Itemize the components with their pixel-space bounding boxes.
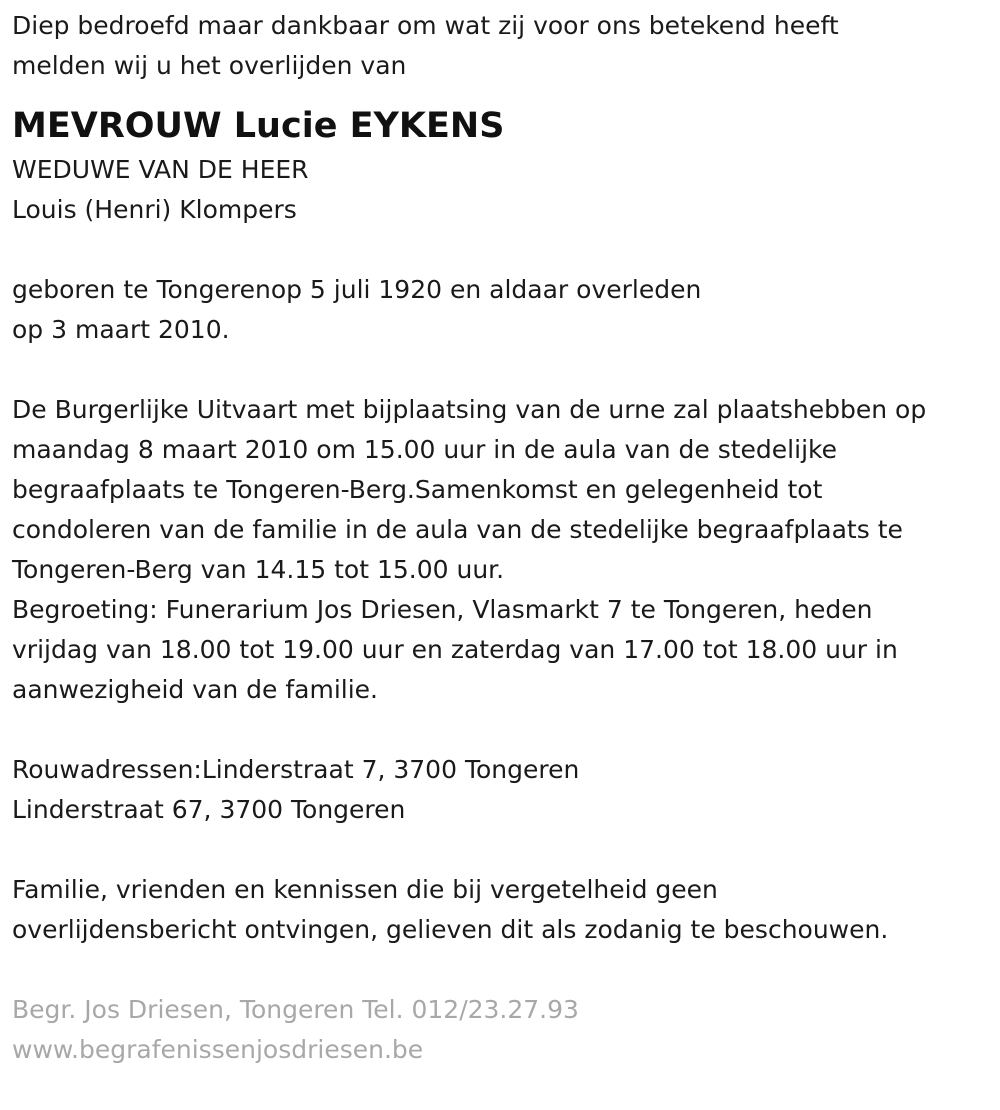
undertaker-info: Begr. Jos Driesen, Tongeren Tel. 012/23.27.93: [12, 995, 579, 1024]
spouse-line: Louis (Henri) Klompers: [12, 195, 297, 224]
footer-section: [12, 990, 988, 1070]
intro-line: Diep bedroefd maar dankbaar om wat zij voor ons betekend heeft: [12, 11, 839, 40]
website-link[interactable]: www.begrafenissenjosdriesen.be: [12, 1035, 424, 1064]
intro-section: [12, 6, 988, 86]
birth-death-section: [12, 270, 988, 350]
ceremony-line: De Burgerlijke Uitvaart met bijplaatsing van de urne zal plaatshebben op: [12, 395, 927, 424]
addresses-section: [12, 750, 988, 830]
notice-line: overlijdensbericht ontvingen, gelieven dit als zodanig te beschouwen.: [12, 915, 889, 944]
spacer: [12, 950, 988, 990]
spacer: [12, 710, 988, 750]
spacer: [12, 230, 988, 270]
ceremony-line: aanwezigheid van de familie.: [12, 675, 378, 704]
birth-death-line: geboren te Tongerenop 5 juli 1920 en aldaar overleden: [12, 275, 702, 304]
ceremony-line: vrijdag van 18.00 tot 19.00 uur en zaterdag van 17.00 tot 18.00 uur in: [12, 635, 898, 664]
notice-line: Familie, vrienden en kennissen die bij vergetelheid geen: [12, 875, 718, 904]
intro-line: melden wij u het overlijden van: [12, 51, 407, 80]
address-line: Linderstraat 67, 3700 Tongeren: [12, 795, 406, 824]
notice-section: [12, 870, 988, 950]
deceased-name: MEVROUW Lucie EYKENS: [12, 106, 505, 146]
spacer: [12, 350, 988, 390]
spouse-section: [12, 150, 988, 230]
ceremony-line: Tongeren-Berg van 14.15 tot 15.00 uur.: [12, 555, 505, 584]
spacer: [12, 830, 988, 870]
address-line: Rouwadressen:Linderstraat 7, 3700 Tongeren: [12, 755, 580, 784]
ceremony-line: Begroeting: Funerarium Jos Driesen, Vlasmarkt 7 te Tongeren, heden: [12, 595, 873, 624]
ceremony-line: maandag 8 maart 2010 om 15.00 uur in de aula van de stedelijke: [12, 435, 837, 464]
birth-death-line: op 3 maart 2010.: [12, 315, 230, 344]
spouse-line: WEDUWE VAN DE HEER: [12, 155, 309, 184]
ceremony-line: condoleren van de familie in de aula van de stedelijke begraafplaats te: [12, 515, 903, 544]
ceremony-section: [12, 390, 988, 710]
ceremony-line: begraafplaats te Tongeren-Berg.Samenkomst en gelegenheid tot: [12, 475, 823, 504]
